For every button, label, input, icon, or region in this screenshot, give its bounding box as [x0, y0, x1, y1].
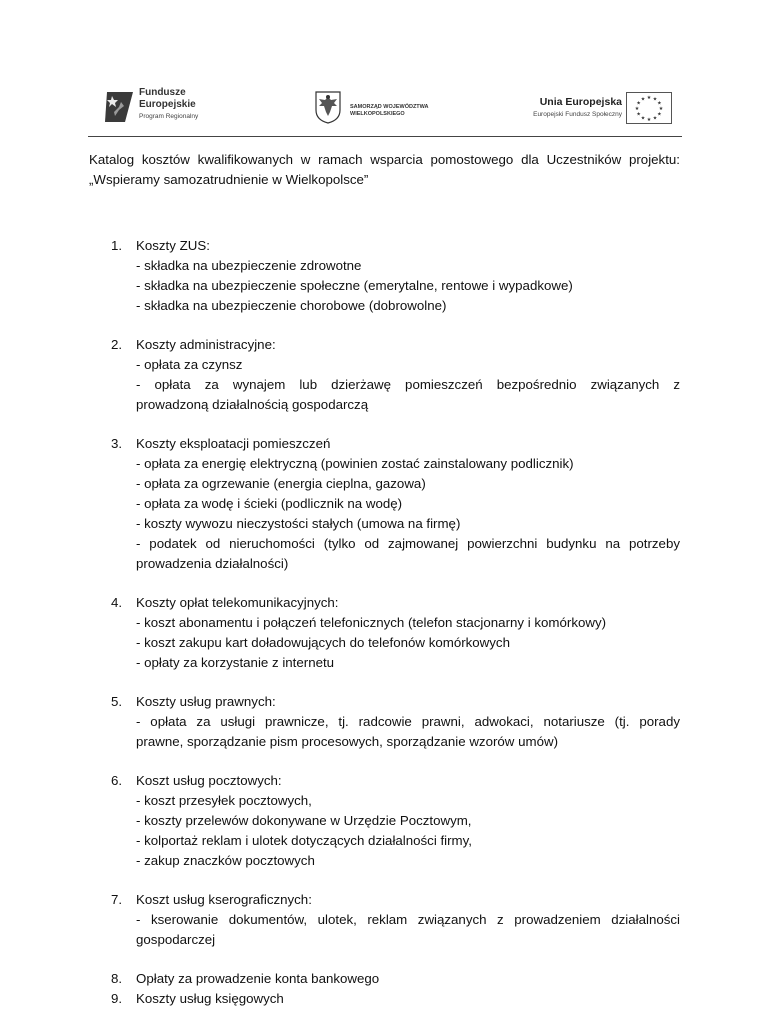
- wlkp-logo-text: [350, 104, 429, 117]
- list-item-line: - opłata za wodę i ścieki (podlicznik na wodę): [136, 496, 403, 511]
- wlkp-logo-line2: WIELKOPOLSKIEGO: [350, 110, 405, 117]
- svg-text:★: ★: [657, 111, 662, 118]
- svg-text:★: ★: [636, 100, 641, 107]
- eagle-crest-icon: [314, 90, 342, 124]
- document-body: [89, 150, 680, 1009]
- list-item-line: - opłaty za korzystanie z internetu: [136, 655, 335, 670]
- list-item-line: - składka na ubezpieczenie społeczne (emerytalne, rentowe i wypadkowe): [136, 278, 573, 293]
- list-item-number: 1.: [111, 238, 123, 253]
- list-item-number: 3.: [111, 436, 123, 451]
- list-item-line: - opłata za czynsz: [136, 357, 243, 372]
- list-item-title: Koszt usług pocztowych:: [136, 773, 282, 788]
- cost-catalog-list: [89, 236, 680, 1009]
- list-item-line: - kolportaż reklam i ulotek dotyczących działalności firmy,: [136, 833, 472, 848]
- list-item-line: prowadzenia działalności): [136, 556, 289, 571]
- list-item-line: - koszty przelewów dokonywane w Urzędzie Pocztowym,: [136, 813, 472, 828]
- list-item-title: Koszty usług prawnych:: [136, 694, 276, 709]
- list-item: [89, 236, 680, 316]
- svg-text:★: ★: [657, 100, 662, 107]
- list-item: [89, 434, 680, 574]
- list-item-number: 7.: [111, 892, 123, 907]
- ue-logo-text: [533, 96, 622, 118]
- unia-europejska-logo: [488, 92, 688, 132]
- list-item: [89, 771, 680, 871]
- list-item-line: - zakup znaczków pocztowych: [136, 853, 315, 868]
- svg-text:★: ★: [646, 117, 652, 123]
- svg-text:★: ★: [658, 106, 664, 112]
- list-item: [89, 890, 680, 950]
- svg-text:★: ★: [652, 96, 658, 103]
- header-divider: [88, 136, 682, 137]
- list-item-line: - składka na ubezpieczenie chorobowe (dobrowolne): [136, 298, 447, 313]
- list-item-line: - kserowanie dokumentów, ulotek, reklam związanych z prowadzeniem działalności: [136, 912, 680, 927]
- list-item-line: - koszt przesyłek pocztowych,: [136, 793, 312, 808]
- list-item-line: - opłata za ogrzewanie (energia cieplna, gazowa): [136, 476, 426, 491]
- list-item: [89, 989, 680, 1009]
- svg-text:★: ★: [652, 115, 658, 122]
- svg-text:★: ★: [640, 96, 646, 103]
- list-item-number: 2.: [111, 337, 123, 352]
- list-item-number: 8.: [111, 971, 123, 986]
- fe-logo-line3: Program Regionalny: [139, 113, 199, 120]
- list-item-line: prawne, sporządzanie pism procesowych, sporządzanie wzorów umów): [136, 734, 558, 749]
- fe-logo-line2: Europejskie: [139, 99, 196, 110]
- eu-flag-icon: [626, 92, 672, 124]
- samorzad-wielkopolski-logo: [314, 90, 464, 130]
- list-item-title: Opłaty za prowadzenie konta bankowego: [136, 971, 380, 986]
- fe-logo-line1: Fundusze: [139, 87, 186, 98]
- list-item-line: - opłata za wynajem lub dzierżawę pomieszczeń bezpośrednio związanych z: [136, 377, 680, 392]
- ue-logo-line2: Europejski Fundusz Społeczny: [533, 111, 622, 118]
- list-item: [89, 335, 680, 415]
- list-item-line: gospodarczej: [136, 932, 216, 947]
- list-item-line: - opłata za usługi prawnicze, tj. radcowie prawni, adwokaci, notariusze (tj. porady: [136, 714, 680, 729]
- document-intro: Katalog kosztów kwalifikowanych w ramach wsparcia pomostowego dla Uczestników projektu: „Wspieramy samozatrudnienie w Wielkopolsce”: [89, 152, 680, 187]
- list-item: [89, 593, 680, 673]
- list-item-title: Koszt usług kserograficznych:: [136, 892, 312, 907]
- list-item-line: - koszt zakupu kart doładowujących do telefonów komórkowych: [136, 635, 510, 650]
- list-item-number: 9.: [111, 991, 123, 1006]
- list-item: [89, 969, 680, 989]
- list-item-line: prowadzoną działalnością gospodarczą: [136, 397, 369, 412]
- list-item-number: 4.: [111, 595, 123, 610]
- fe-logo-text: [139, 88, 198, 121]
- list-item-title: Koszty opłat telekomunikacyjnych:: [136, 595, 339, 610]
- logo-bar: [88, 78, 682, 134]
- list-item-title: Koszty administracyjne:: [136, 337, 276, 352]
- list-item-title: Koszty usług księgowych: [136, 991, 284, 1006]
- svg-text:★: ★: [634, 106, 640, 112]
- list-item-title: Koszty eksploatacji pomieszczeń: [136, 436, 331, 451]
- list-item-line: - koszty wywozu nieczystości stałych (umowa na firmę): [136, 516, 461, 531]
- list-item-line: - składka na ubezpieczenie zdrowotne: [136, 258, 362, 273]
- svg-text:★: ★: [646, 95, 652, 101]
- svg-text:★: ★: [636, 111, 641, 118]
- list-item-title: Koszty ZUS:: [136, 238, 210, 253]
- wlkp-logo-line1: SAMORZĄD WOJEWÓDZTWA: [350, 104, 429, 110]
- fundusze-europejskie-logo: [103, 88, 223, 128]
- list-item-line: - opłata za energię elektryczną (powinien zostać zainstalowany podlicznik): [136, 456, 574, 471]
- list-item-line: - koszt abonamentu i połączeń telefonicznych (telefon stacjonarny i komórkowy): [136, 615, 607, 630]
- list-item: [89, 692, 680, 752]
- fe-star-icon: [103, 88, 135, 124]
- list-item-number: 6.: [111, 773, 123, 788]
- list-item-line: - podatek od nieruchomości (tylko od zajmowanej powierzchni budynku na potrzeby: [136, 536, 680, 551]
- svg-text:★: ★: [640, 115, 646, 122]
- ue-logo-line1: Unia Europejska: [539, 96, 622, 108]
- list-item-number: 5.: [111, 694, 123, 709]
